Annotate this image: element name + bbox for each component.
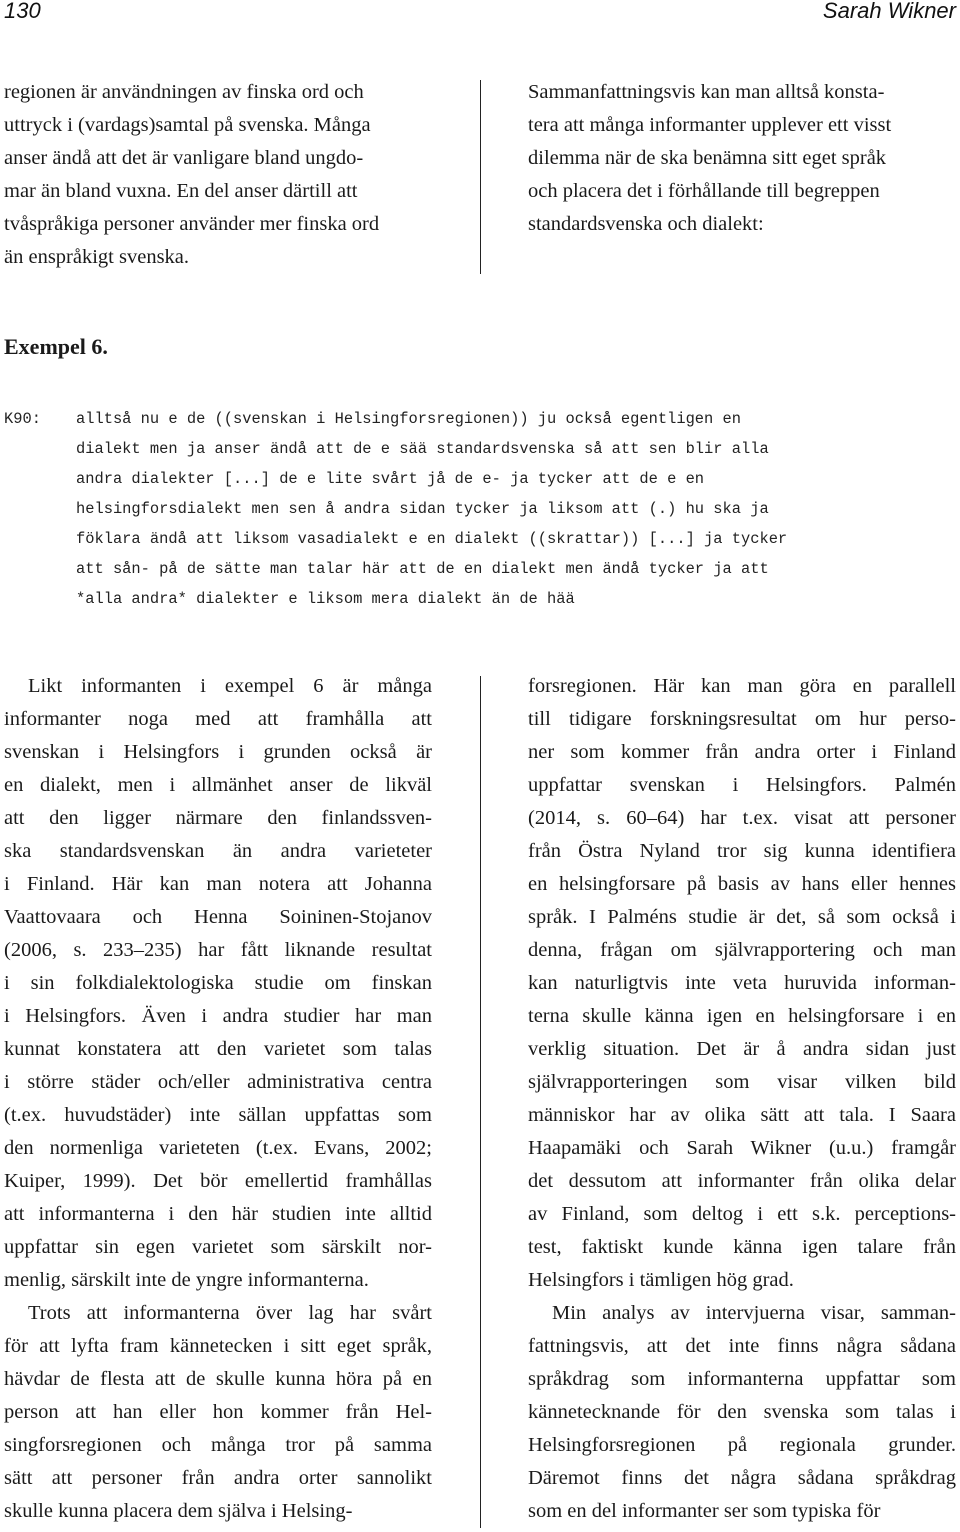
- text-line: i Finland. Här kan man notera att Johanna: [4, 873, 432, 895]
- text-line: terna skulle känna igen en helsingforsare i en: [528, 1005, 956, 1027]
- text-line: än enspråkigt svenska.: [4, 246, 190, 268]
- text-line: Helsingforsregionen på regionala grunder.: [528, 1434, 956, 1456]
- transcript-line: andra dialekter [...] de e lite svårt jå de e- ja tycker att de e en: [76, 470, 705, 488]
- text-line: ska standardsvenskan än andra varieteter: [4, 840, 432, 862]
- text-line: informanter noga med att framhålla att: [4, 708, 432, 730]
- column-divider-bottom: [480, 676, 481, 1528]
- top-left-column: [4, 76, 432, 274]
- text-line: standardsvenska och dialekt:: [528, 213, 764, 235]
- text-line: menlig, särskilt inte de yngre informanterna.: [4, 1269, 369, 1291]
- text-line: anser ändå att det är vanligare bland ungdo-: [4, 147, 364, 169]
- text-line: singforsregionen och många tror på samma: [4, 1434, 432, 1456]
- text-line: språk. I Palméns studie är det, så som också i: [528, 906, 956, 928]
- column-divider-top: [480, 80, 481, 274]
- text-line: självrapporteringen som visar vilken bild: [528, 1071, 956, 1093]
- text-line: Helsingfors i tämligen hög grad.: [528, 1269, 794, 1291]
- text-line: Haapamäki och Sarah Wikner (u.u.) framgår: [528, 1137, 956, 1159]
- text-line: forsregionen. Här kan man göra en parallell: [528, 675, 956, 697]
- text-line: från Östra Nyland tror sig kunna identifiera: [528, 840, 956, 862]
- example-title: Exempel 6.: [4, 334, 108, 359]
- transcript-line: dialekt men ja anser ändå att de e sää standardsvenska så att sen blir alla: [76, 440, 769, 458]
- page-number: 130: [4, 0, 41, 23]
- text-line: kunnat konstatera att den varietet som talas: [4, 1038, 432, 1060]
- text-line: en helsingforsare på basis av hans eller hennes: [528, 873, 956, 895]
- running-author: Sarah Wikner: [822, 0, 956, 23]
- text-line: språkdrag som informanterna uppfattar som: [528, 1368, 956, 1390]
- text-line: människor har av olika sätt att tala. I Saara: [528, 1104, 956, 1126]
- text-line: test, faktiskt kunde känna igen talare från: [528, 1236, 956, 1258]
- text-line: fattningsvis, att det inte finns några sådana: [528, 1335, 956, 1357]
- text-line: av Finland, som deltog i ett s.k. perceptions-: [528, 1203, 956, 1225]
- top-right-column: [528, 76, 956, 241]
- text-line: i sin folkdialektologiska studie om finskan: [4, 972, 432, 994]
- text-line: denna, frågan om självrapportering och man: [528, 939, 956, 961]
- text-line: som en del informanter ser som typiska för: [528, 1500, 881, 1522]
- text-line: hävdar de flesta att de skulle kunna höra på en: [4, 1368, 432, 1390]
- text-line: regionen är användningen av finska ord och: [4, 81, 364, 103]
- bottom-left-column: [4, 670, 432, 1528]
- text-line: verklig situation. Det är å andra sidan just: [528, 1038, 956, 1060]
- text-line: tera att många informanter upplever ett visst: [528, 114, 892, 136]
- text-line: (2014, s. 60–64) har t.ex. visat att personer: [528, 807, 956, 829]
- text-line: (2006, s. 233–235) har fått liknande resultat: [4, 939, 432, 961]
- text-line: till tidigare forskningsresultat om hur perso-: [528, 708, 956, 730]
- speaker-label: K90:: [4, 410, 41, 428]
- text-line: att informanterna i den här studien inte alltid: [4, 1203, 432, 1225]
- text-line: kan naturligtvis inte veta huruvida informan-: [528, 972, 956, 994]
- text-line: Trots att informanterna över lag har svårt: [28, 1302, 432, 1324]
- text-line: svenskan i Helsingfors i grunden också är: [4, 741, 432, 763]
- text-line: det dessutom att informanter från olika delar: [528, 1170, 956, 1192]
- transcript-line: föklara ändå att liksom vasadialekt e en dialekt ((skrattar)) [...] ja tycker: [76, 530, 788, 548]
- text-line: dilemma när de ska benämna sitt eget språk: [528, 147, 887, 169]
- text-line: uppfattar svenskan i Helsingfors. Palmén: [528, 774, 956, 796]
- text-line: Sammanfattningsvis kan man alltså konsta-: [528, 81, 885, 103]
- text-line: Likt informanten i exempel 6 är många: [28, 675, 432, 697]
- text-line: Kuiper, 1999). Det bör emellertid framhållas: [4, 1170, 432, 1192]
- text-line: (t.ex. huvudstäder) inte sällan uppfattas som: [4, 1104, 432, 1126]
- text-line: för att lyfta fram kännetecken i sitt eget språk,: [4, 1335, 432, 1357]
- text-line: kännetecknande för den svenska som talas i: [528, 1401, 956, 1423]
- text-line: Däremot finns det några sådana språkdrag: [528, 1467, 956, 1489]
- transcript-line: helsingforsdialekt men sen å andra sidan tycker ja liksom att (.) hu ska ja: [76, 500, 769, 518]
- text-line: tvåspråkiga personer använder mer finska ord: [4, 213, 380, 235]
- text-line: uppfattar sin egen varietet som särskilt nor-: [4, 1236, 432, 1258]
- running-header: [0, 0, 960, 26]
- text-line: att den ligger närmare den finlandssven-: [4, 807, 432, 829]
- text-line: en dialekt, men i allmänhet anser de likväl: [4, 774, 432, 796]
- transcript-line: att sån- på de sätte man talar här att de en dialekt men ändå tycker ja att: [76, 560, 769, 578]
- text-line: uttryck i (vardags)samtal på svenska. Många: [4, 114, 371, 136]
- text-line: skulle kunna placera dem själva i Helsing-: [4, 1500, 353, 1522]
- text-line: den normenliga varieteten (t.ex. Evans, 2002;: [4, 1137, 432, 1159]
- text-line: person att han eller hon kommer från Hel-: [4, 1401, 432, 1423]
- text-line: ner som kommer från andra orter i Finland: [528, 741, 956, 763]
- bottom-right-column: [528, 670, 956, 1528]
- transcript-line: *alla andra* dialekter e liksom mera dialekt än de hää: [76, 590, 575, 608]
- text-line: i Helsingfors. Även i andra studier har man: [4, 1005, 432, 1027]
- text-line: i större städer och/eller administrativa centra: [4, 1071, 432, 1093]
- transcript-line: alltså nu e de ((svenskan i Helsingforsregionen)) ju också egentligen en: [76, 410, 741, 428]
- text-line: Vaattovaara och Henna Soininen-Stojanov: [4, 906, 432, 928]
- text-line: mar än bland vuxna. En del anser därtill att: [4, 180, 358, 202]
- text-line: Min analys av intervjuerna visar, samman-: [552, 1302, 956, 1324]
- text-line: och placera det i förhållande till begreppen: [528, 180, 880, 202]
- text-line: sätt att personer från andra orter sannolikt: [4, 1467, 432, 1489]
